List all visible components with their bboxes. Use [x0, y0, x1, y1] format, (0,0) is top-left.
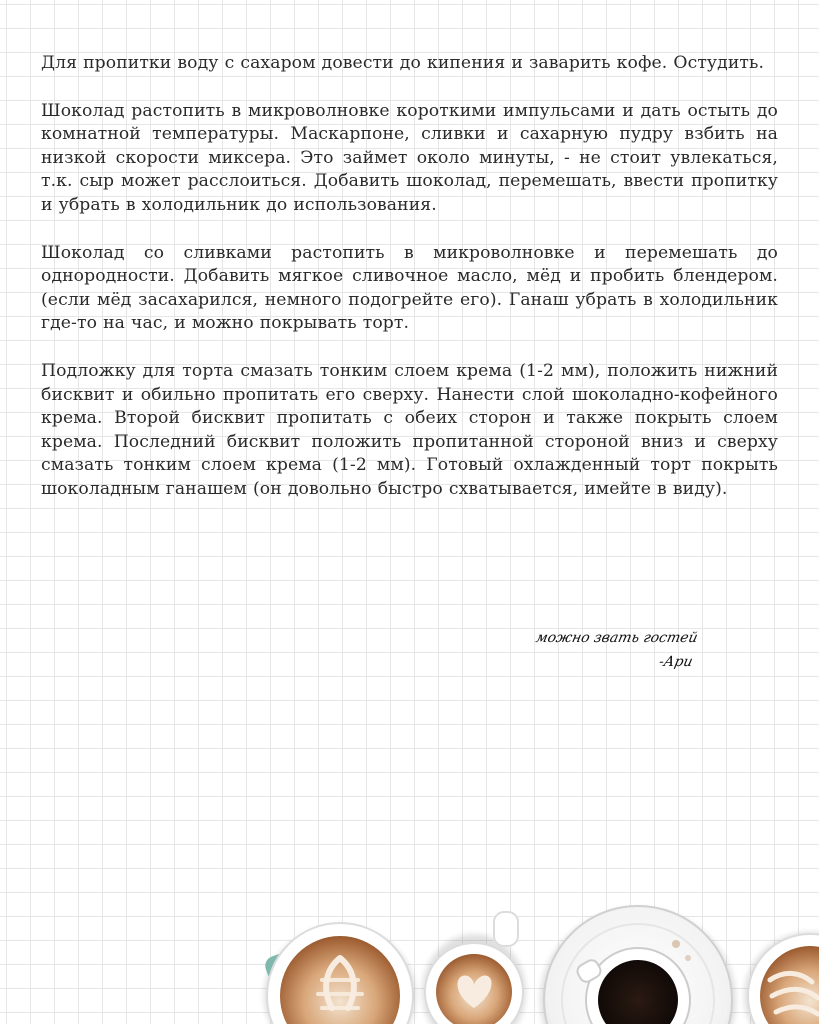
latte-art-cup-icon — [422, 912, 526, 1024]
recipe-paragraph-assembly: Подложку для торта смазать тонким слоем крема (1-2 мм), положить нижний бисквит и обильно пропитать его сверху. Нанести слой шоколадно-кофейного крема. Второй бисквит пропитать с обеих сторон и также покрыть слоем крема. Последний бисквит положить пропитанной стороной вниз и сверху смазать тонким слоем крема (1-2 мм). Готовый охлажденный торт покрыть шоколадным ганашем (он довольно быстро схватывается, имейте в виду). — [41, 360, 778, 499]
coffee-cups-decoration — [0, 900, 819, 1024]
signature-line-1: можно звать гостей — [534, 630, 700, 646]
espresso-cup-icon — [540, 906, 736, 1024]
latte-art-cup-icon — [744, 932, 819, 1024]
recipe-text — [41, 52, 778, 526]
recipe-paragraph-ganache: Шоколад со сливками растопить в микроволновке и перемешать до однородности. Добавить мягкое сливочное масло, мёд и пробить блендером. (если мёд засахарился, немного подогрейте его). Ганаш убрать в холодильник где-то на час, и можно покрывать торт. — [41, 242, 778, 334]
signature-line-2: -Ари — [657, 654, 695, 670]
recipe-paragraph-cream: Шоколад растопить в микроволновке короткими импульсами и дать остыть до комнатной температуры. Маскарпоне, сливки и сахарную пудру взбить на низкой скорости миксера. Это займет около минуты, - не стоит увлекаться, т.к. сыр может расслоиться. Добавить шоколад, перемешать, ввести пропитку и убрать в холодильник до использования. — [41, 100, 778, 215]
handwritten-signature — [515, 626, 700, 674]
latte-art-cup-icon — [262, 923, 416, 1024]
recipe-paragraph-syrup: Для пропитки воду с сахаром довести до кипения и заварить кофе. Остудить. — [41, 53, 765, 73]
